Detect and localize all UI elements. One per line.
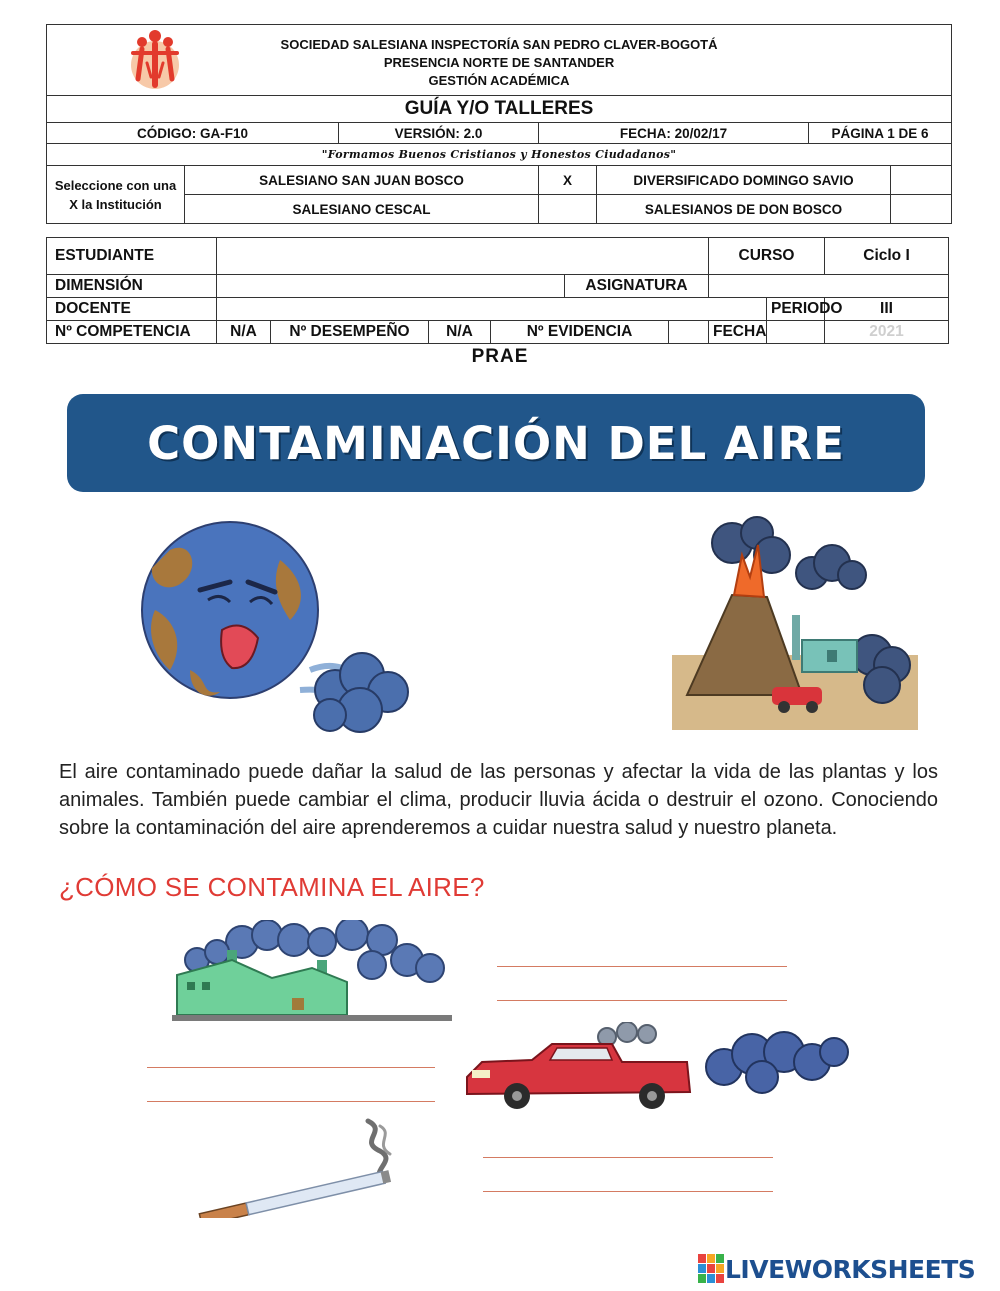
year-value: 2021 (825, 321, 949, 344)
period-label: PERIODO (767, 298, 825, 321)
volcano-pollution-illustration (672, 515, 918, 730)
institution-san-juan-bosco: SALESIANO SAN JUAN BOSCO (185, 166, 539, 195)
student-info-table (46, 237, 949, 344)
institution-don-bosco: SALESIANOS DE DON BOSCO (597, 195, 891, 224)
institution-mark-cell[interactable]: X (539, 166, 597, 195)
liveworksheets-watermark (698, 1254, 975, 1284)
performance-label: Nº DESEMPEÑO (271, 321, 429, 344)
subject-label: ASIGNATURA (565, 275, 709, 298)
banner-title: CONTAMINACIÓN DEL AIRE (147, 416, 845, 470)
period-value: III (825, 298, 949, 321)
header-line-2: PRESENCIA NORTE DE SANTANDER (383, 55, 615, 70)
teacher-label: DOCENTE (47, 298, 217, 321)
dimension-label: DIMENSIÓN (47, 275, 217, 298)
header-line-1: SOCIEDAD SALESIANA INSPECTORÍA SAN PEDRO CLAVER-BOGOTÁ (280, 37, 718, 52)
answer-line[interactable] (497, 1000, 787, 1001)
institution-cescal: SALESIANO CESCAL (185, 195, 539, 224)
doc-date: FECHA: 20/02/17 (539, 123, 809, 144)
header-brand-cell (47, 25, 952, 96)
doc-page: PÁGINA 1 DE 6 (809, 123, 952, 144)
coughing-earth-illustration (130, 520, 420, 745)
performance-value: N/A (429, 321, 491, 344)
question-heading: ¿CÓMO SE CONTAMINA EL AIRE? (59, 872, 485, 902)
factory-smoke-illustration (172, 920, 452, 1025)
institution-mark-cell[interactable] (891, 166, 952, 195)
prae-heading: PRAE (471, 346, 529, 367)
title-banner (67, 394, 925, 492)
evidence-label: Nº EVIDENCIA (491, 321, 669, 344)
evidence-field[interactable] (669, 321, 709, 344)
date-label: FECHA (709, 321, 767, 344)
dimension-field[interactable] (217, 275, 565, 298)
intro-paragraph: El aire contaminado puede dañar la salud de las personas y afectar la vida de las plantas y los animales. También puede cambiar el clima, producir lluvia ácida o destruir el ozono. Conociendo sobre la contaminación del aire aprenderemos a cuidar nuestra salud y nuestro planeta. (59, 761, 938, 839)
answer-line[interactable] (497, 966, 787, 967)
course-value: Ciclo I (825, 238, 949, 275)
motto: "Formamos Buenos Cristianos y Honestos Ciudadanos" (47, 144, 952, 166)
cigarette-smoke-illustration (198, 1116, 408, 1218)
competence-label: Nº COMPETENCIA (47, 321, 217, 344)
watermark-text: LIVEWORKSHEETS (725, 1254, 976, 1284)
guide-title: GUÍA Y/O TALLERES (47, 96, 952, 123)
student-label: ESTUDIANTE (47, 238, 217, 275)
teacher-field[interactable] (217, 298, 767, 321)
answer-line[interactable] (483, 1157, 773, 1158)
date-field[interactable] (767, 321, 825, 344)
salesian-logo-icon (125, 27, 185, 91)
answer-line[interactable] (147, 1067, 435, 1068)
car-exhaust-illustration (462, 1022, 852, 1114)
liveworksheets-logo-icon (698, 1254, 724, 1284)
select-institution-label: Seleccione con una X la Institución (47, 166, 185, 224)
course-label: CURSO (709, 238, 825, 275)
institution-domingo-savio: DIVERSIFICADO DOMINGO SAVIO (597, 166, 891, 195)
doc-version: VERSIÓN: 2.0 (339, 123, 539, 144)
answer-line[interactable] (147, 1101, 435, 1102)
subject-field[interactable] (709, 275, 949, 298)
institution-mark-cell[interactable] (539, 195, 597, 224)
header-line-3: GESTIÓN ACADÉMICA (428, 73, 570, 88)
institution-mark-cell[interactable] (891, 195, 952, 224)
competence-value: N/A (217, 321, 271, 344)
doc-code: CÓDIGO: GA-F10 (47, 123, 339, 144)
institution-header (46, 24, 952, 224)
student-name-field[interactable] (217, 238, 709, 275)
answer-line[interactable] (483, 1191, 773, 1192)
